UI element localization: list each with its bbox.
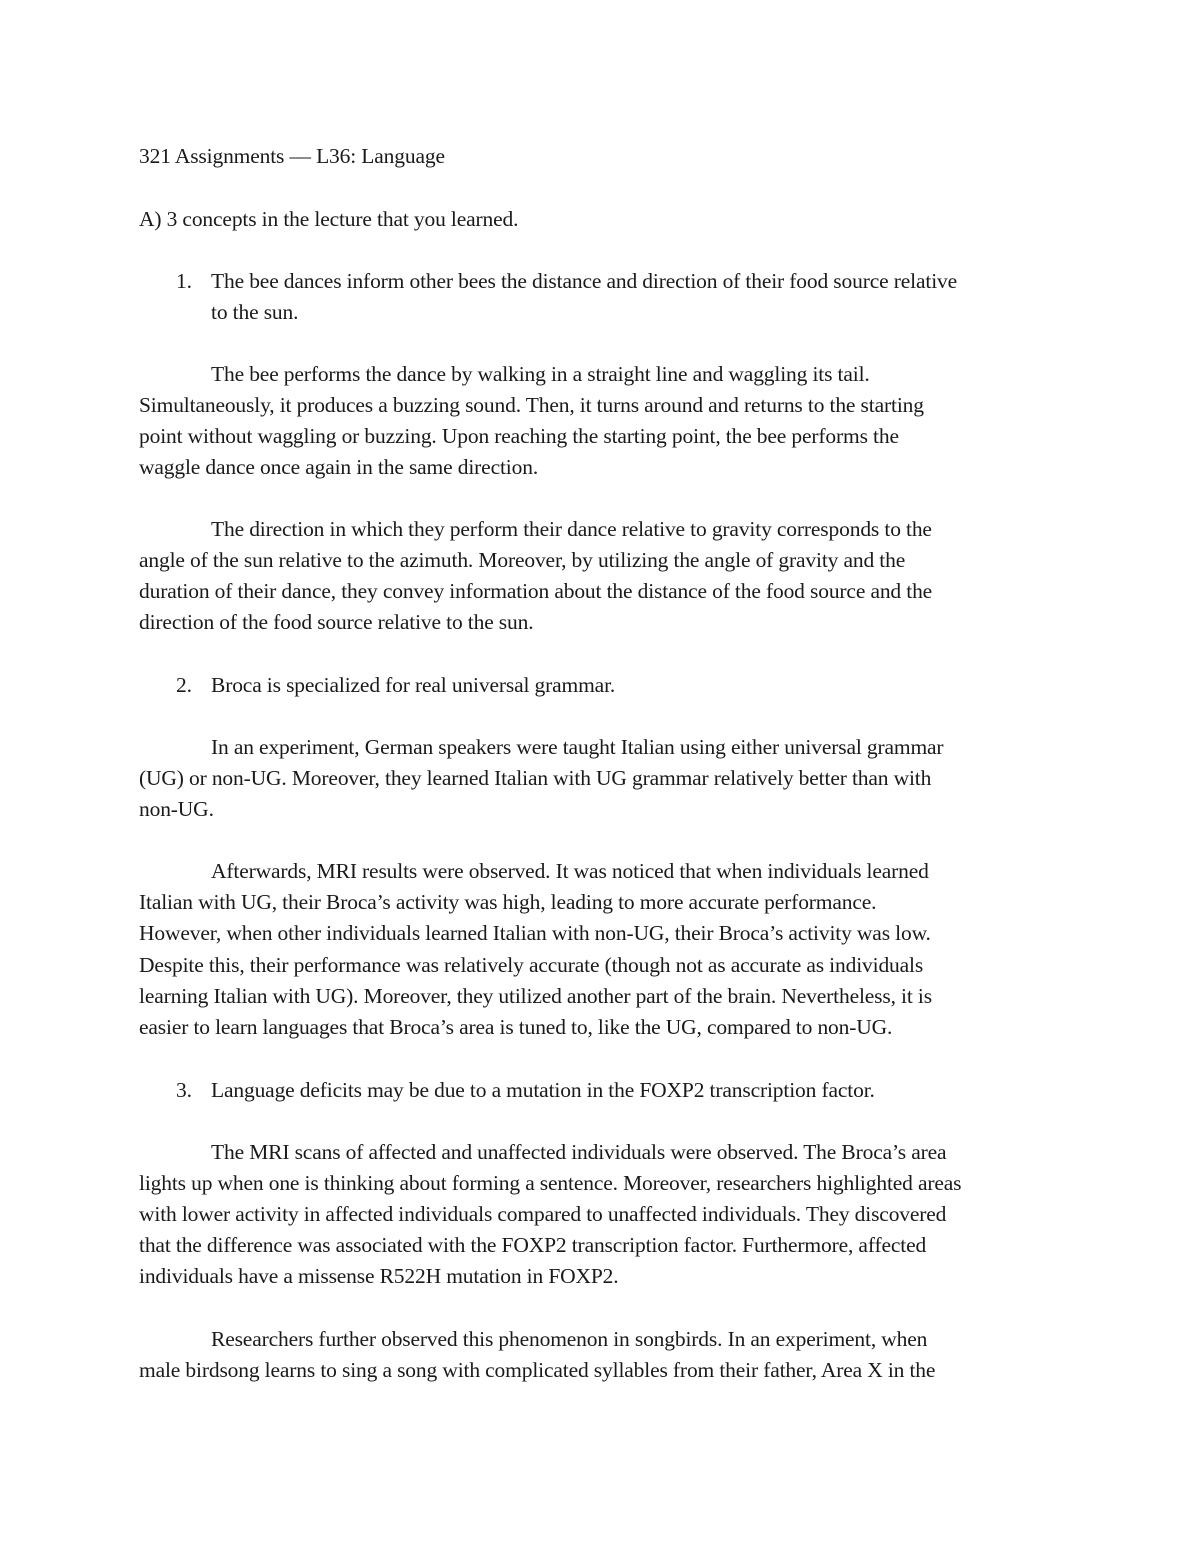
paragraph-line: direction of the food source relative to the sun. xyxy=(139,610,534,634)
paragraph-line: Researchers further observed this phenomenon in songbirds. In an experiment, when xyxy=(211,1327,928,1351)
paragraph-line: lights up when one is thinking about forming a sentence. Moreover, researchers highlighted areas xyxy=(139,1171,962,1195)
paragraph-line: easier to learn languages that Broca’s area is tuned to, like the UG, compared to non-UG. xyxy=(139,1015,893,1039)
paragraph-line: duration of their dance, they convey information about the distance of the food source and the xyxy=(139,579,933,603)
paragraph-line: individuals have a missense R522H mutation in FOXP2. xyxy=(139,1264,619,1288)
paragraph-line: The direction in which they perform their dance relative to gravity corresponds to the xyxy=(211,517,932,541)
paragraph-line: The MRI scans of affected and unaffected individuals were observed. The Broca’s area xyxy=(211,1140,947,1164)
paragraph-line: (UG) or non-UG. Moreover, they learned Italian with UG grammar relatively better than with xyxy=(139,766,932,790)
list-item-number: 2. xyxy=(176,673,192,697)
paragraph-line: Italian with UG, their Broca’s activity was high, leading to more accurate performance. xyxy=(139,890,877,914)
paragraph-line: waggle dance once again in the same direction. xyxy=(139,455,539,479)
question-prompt: A) 3 concepts in the lecture that you learned. xyxy=(139,207,519,231)
list-item-number: 1. xyxy=(176,269,192,293)
document-title: 321 Assignments — L36: Language xyxy=(139,144,445,168)
list-item-heading: to the sun. xyxy=(211,300,299,324)
list-item-heading: The bee dances inform other bees the distance and direction of their food source relative xyxy=(211,269,958,293)
paragraph-line: However, when other individuals learned Italian with non-UG, their Broca’s activity was low. xyxy=(139,921,931,945)
paragraph-line: In an experiment, German speakers were taught Italian using either universal grammar xyxy=(211,735,944,759)
paragraph-line: Afterwards, MRI results were observed. It was noticed that when individuals learned xyxy=(211,859,929,883)
list-item-heading: Broca is specialized for real universal grammar. xyxy=(211,673,616,697)
paragraph-line: The bee performs the dance by walking in a straight line and waggling its tail. xyxy=(211,362,870,386)
paragraph-line: Despite this, their performance was relatively accurate (though not as accurate as individuals xyxy=(139,953,924,977)
paragraph-line: point without waggling or buzzing. Upon reaching the starting point, the bee performs the xyxy=(139,424,899,448)
paragraph-line: male birdsong learns to sing a song with complicated syllables from their father, Area X in the xyxy=(139,1358,936,1382)
paragraph-line: learning Italian with UG). Moreover, they utilized another part of the brain. Nevertheless, it is xyxy=(139,984,932,1008)
paragraph-line: non-UG. xyxy=(139,797,214,821)
list-item-number: 3. xyxy=(176,1078,192,1102)
paragraph-line: Simultaneously, it produces a buzzing sound. Then, it turns around and returns to the starting xyxy=(139,393,924,417)
paragraph-line: angle of the sun relative to the azimuth. Moreover, by utilizing the angle of gravity and the xyxy=(139,548,906,572)
list-item-heading: Language deficits may be due to a mutation in the FOXP2 transcription factor. xyxy=(211,1078,875,1102)
paragraph-line: with lower activity in affected individuals compared to unaffected individuals. They discovered xyxy=(139,1202,947,1226)
paragraph-line: that the difference was associated with the FOXP2 transcription factor. Furthermore, affected xyxy=(139,1233,927,1257)
